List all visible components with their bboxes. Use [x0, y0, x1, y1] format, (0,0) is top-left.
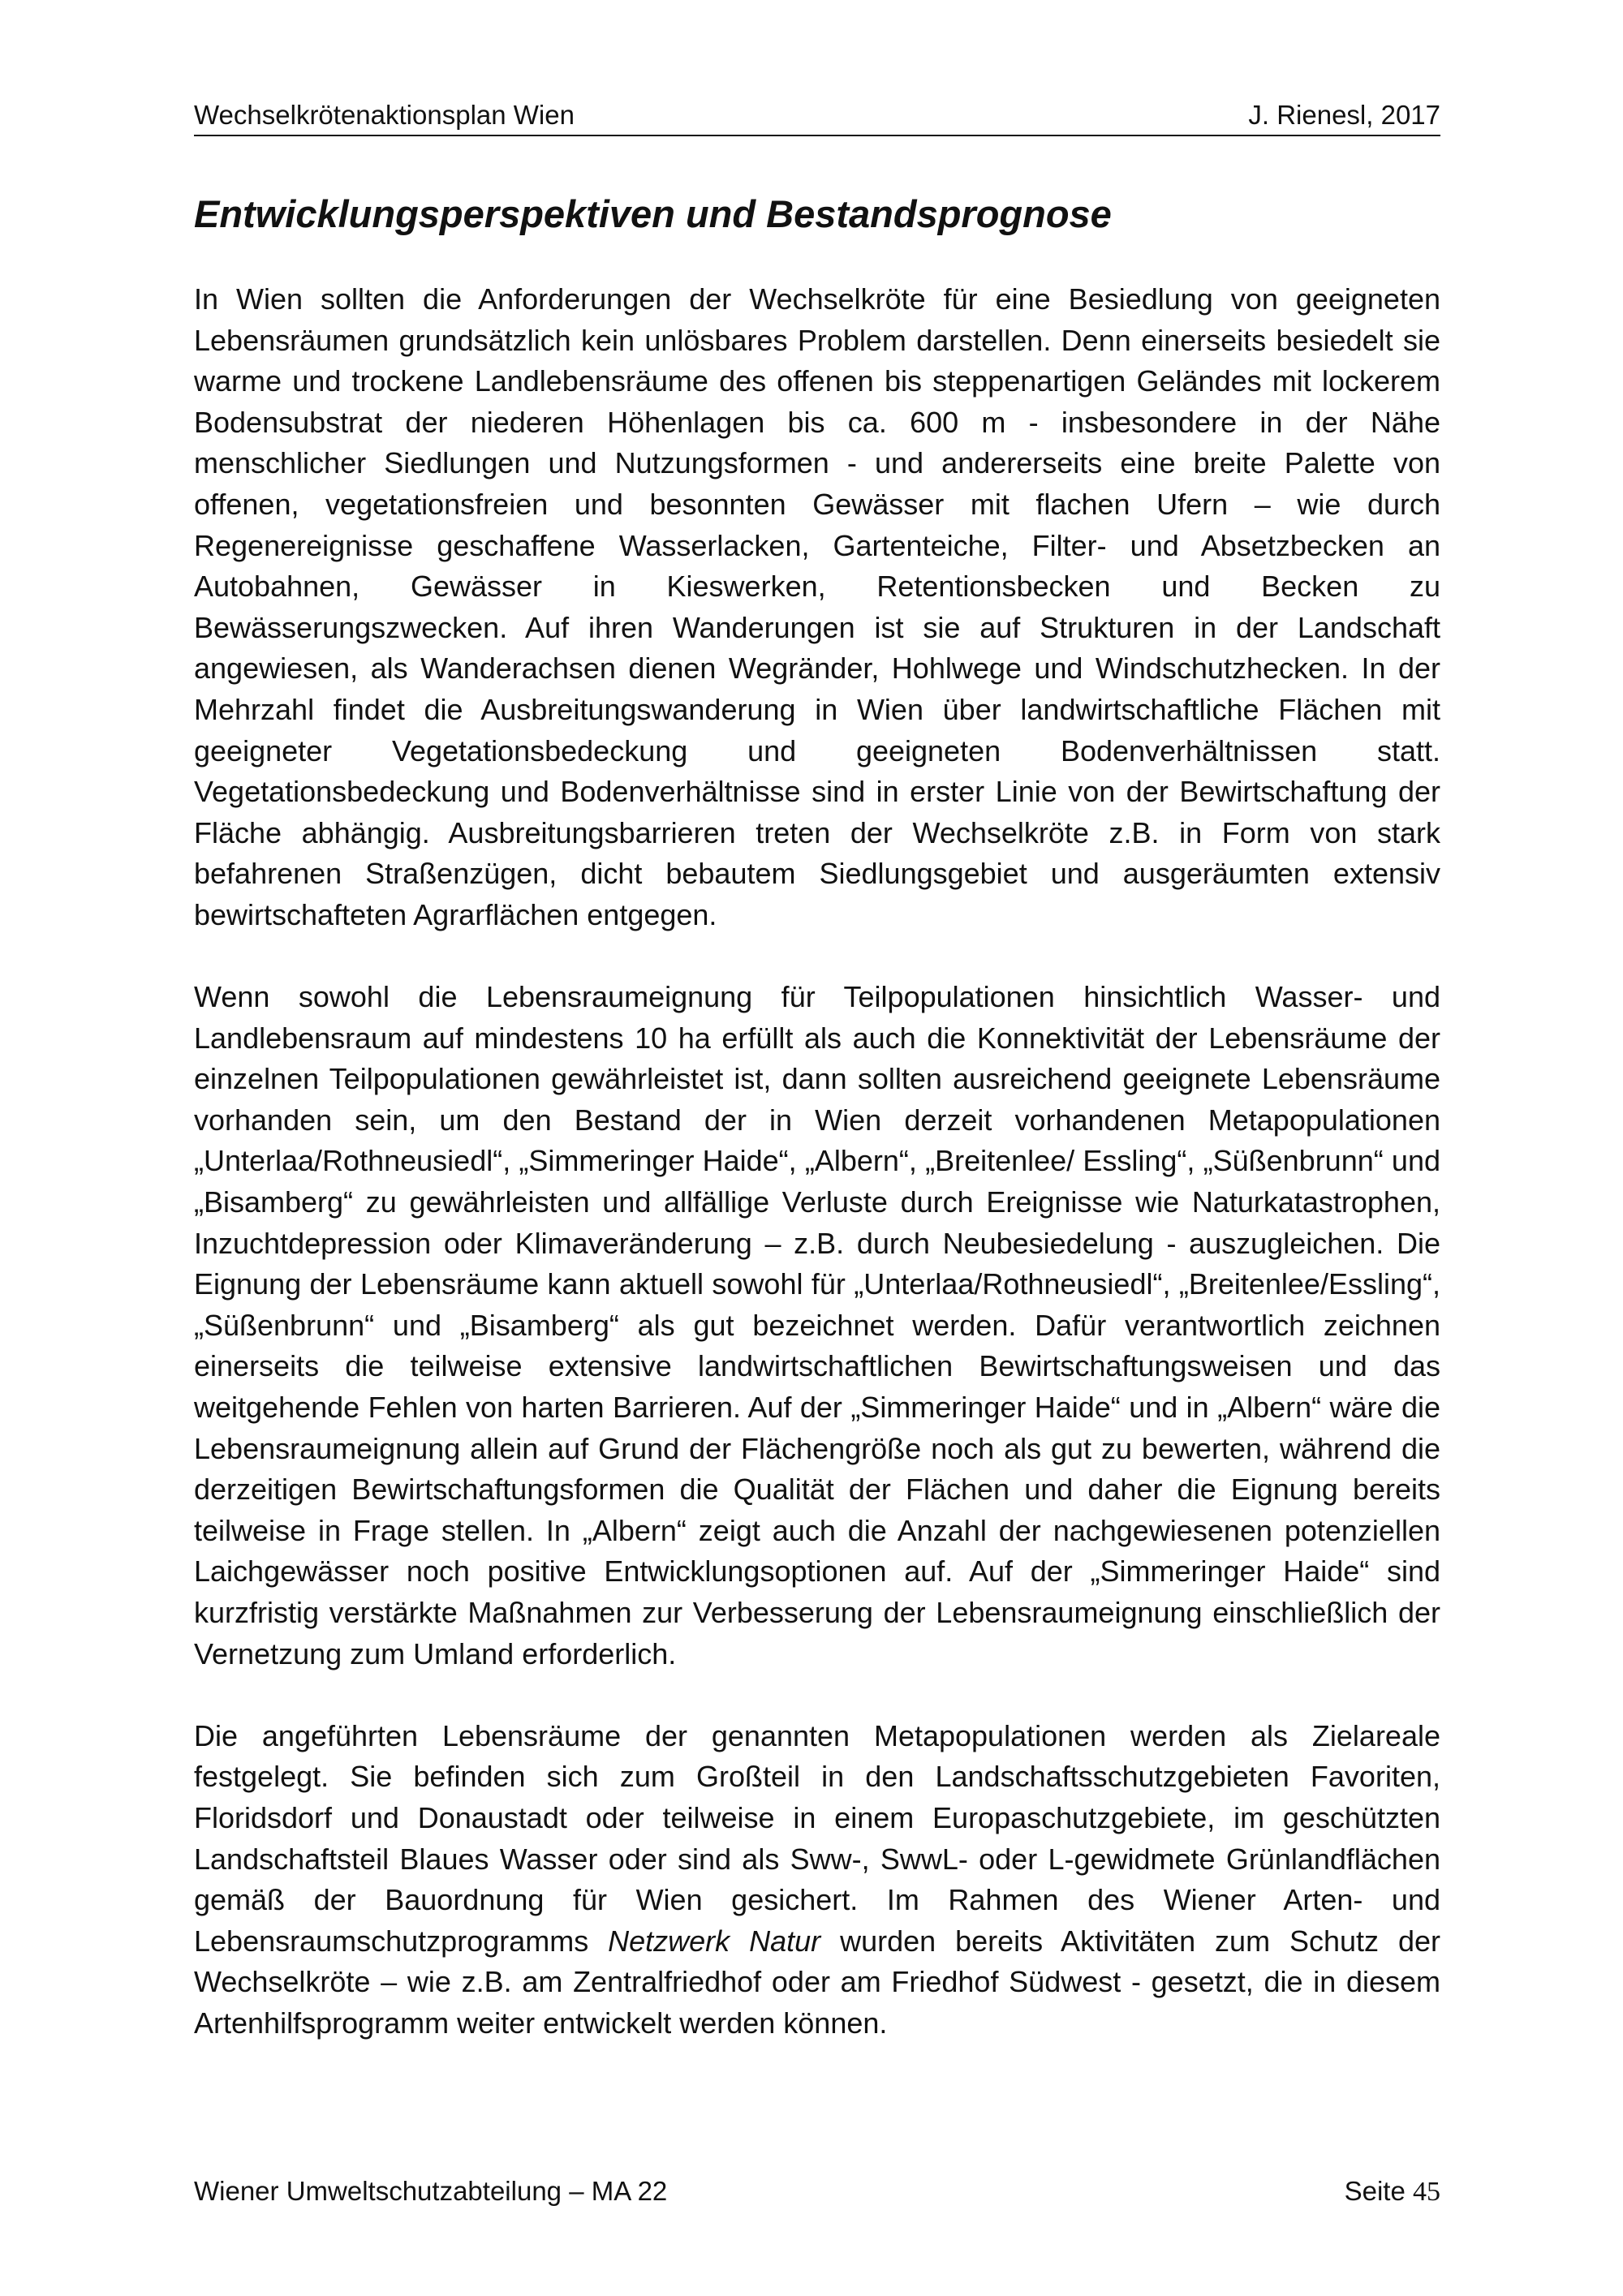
page-number-label — [1345, 2171, 1440, 2212]
header-document-title: Wechselkrötenaktionsplan Wien — [194, 100, 575, 130]
paragraph-3 — [194, 1716, 1440, 2044]
page-label: Seite — [1344, 2176, 1406, 2206]
body-text — [194, 279, 1440, 2044]
paragraph-3-text-before: Die angeführten Lebensräume der genannten Metapopulationen werden als Zielareale festgelegt. Sie befinden sich zum Großteil in den Landschaftsschutzgebieten Favoriten, Floridsdorf und Donaustadt oder teilweise in einem Europaschutzgebiete, im geschützten Landschaftsteil Blaues Wasser oder sind als Sww-, SwwL- oder L-gewidmete Grünlandflächen gemäß der Bauordnung für Wien gesichert. Im Rahmen des Wiener Arten- und Lebensraumschutzprogramms — [194, 1718, 1440, 1958]
paragraph-1: In Wien sollten die Anforderungen der Wechselkröte für eine Besiedlung von geeigneten Lebensräumen grundsätzlich kein unlösbares Problem darstellen. Denn einerseits besiedelt sie warme und trockene Landlebensräume des offenen bis steppenartigen Geländes mit lockerem Bodensubstrat der niederen Höhenlagen bis ca. 600 m - insbesondere in der Nähe menschlicher Siedlungen und Nutzungsformen - und andererseits eine breite Palette von offenen, vegetationsfreien und besonnten Gewässer mit flachen Ufern – wie durch Regenereignisse geschaffene Wasserlacken, Gartenteiche, Filter- und Absetzbecken an Autobahnen, Gewässer in Kieswerken, Retentionsbecken und Becken zu Bewässerungszwecken. Auf ihren Wanderungen ist sie auf Strukturen in der Landschaft angewiesen, als Wanderachsen dienen Wegränder, Hohlwege und Windschutzhecken. In der Mehrzahl findet die Ausbreitungswanderung in Wien über landwirtschaftliche Flächen mit geeigneter Vegetationsbedeckung und geeigneten Bodenverhältnissen statt. Vegetationsbedeckung und Bodenverhältnisse sind in erster Linie von der Bewirtschaftung der Fläche abhängig. Ausbreitungsbarrieren treten der Wechselkröte z.B. in Form von stark befahrenen Straßenzügen, dicht bebautem Siedlungsgebiet und ausgeräumten extensiv bewirtschafteten Agrarflächen entgegen. — [194, 282, 1440, 931]
header-author-year: J. Rienesl, 2017 — [1248, 100, 1440, 130]
section-heading: Entwicklungsperspektiven und Bestandsprognose — [194, 192, 1112, 235]
footer-organization: Wiener Umweltschutzabteilung – MA 22 — [194, 2176, 668, 2206]
running-footer — [194, 2171, 1440, 2212]
program-name-emphasis: Netzwerk Natur — [608, 1924, 821, 1958]
page-number: 45 — [1413, 2177, 1440, 2207]
paragraph-2: Wenn sowohl die Lebensraumeignung für Teilpopulationen hinsichtlich Wasser- und Landlebensraum auf mindestens 10 ha erfüllt als auch die Konnektivität der Lebensräume der einzelnen Teilpopulationen gewährleistet ist, dann sollten ausreichend geeignete Lebensräume vorhanden sein, um den Bestand der in Wien derzeit vorhandenen Metapopulationen „Unterlaa/Rothneusiedl“, „Simmeringer Haide“, „Albern“, „Breitenlee/ Essling“, „Süßenbrunn“ und „Bisamberg“ zu gewährleisten und allfällige Verluste durch Ereignisse wie Naturkatastrophen, Inzuchtdepression oder Klimaveränderung – z.B. durch Neubesiedelung - auszugleichen. Die Eignung der Lebensräume kann aktuell sowohl für „Unterlaa/Rothneusiedl“, „Breitenlee/Essling“, „Süßenbrunn“ und „Bisamberg“ als gut bezeichnet werden. Dafür verantwortlich zeichnen einerseits die teilweise extensive landwirtschaftlichen Bewirtschaftungsweisen und das weitgehende Fehlen von harten Barrieren. Auf der „Simmeringer Haide“ und in „Albern“ wäre die Lebensraumeignung allein auf Grund der Flächengröße noch als gut zu bewerten, während die derzeitigen Bewirtschaftungsformen die Qualität der Flächen und daher die Eignung bereits teilweise in Frage stellen. In „Albern“ zeigt auch die Anzahl der nachgewiesenen potenziellen Laichgewässer noch positive Entwicklungsoptionen auf. Auf der „Simmeringer Haide“ sind kurzfristig verstärkte Maßnahmen zur Verbesserung der Lebensraumeignung einschließlich der Vernetzung zum Umland erforderlich. — [194, 980, 1440, 1670]
paragraph-3-text-after: wurden bereits Aktivitäten zum Schutz der Wechselkröte – wie z.B. am Zentralfriedhof oder am Friedhof Südwest - gesetzt, die in diesem Artenhilfsprogramm weiter entwickelt werden können. — [194, 1924, 1441, 2040]
running-header — [194, 96, 1440, 136]
